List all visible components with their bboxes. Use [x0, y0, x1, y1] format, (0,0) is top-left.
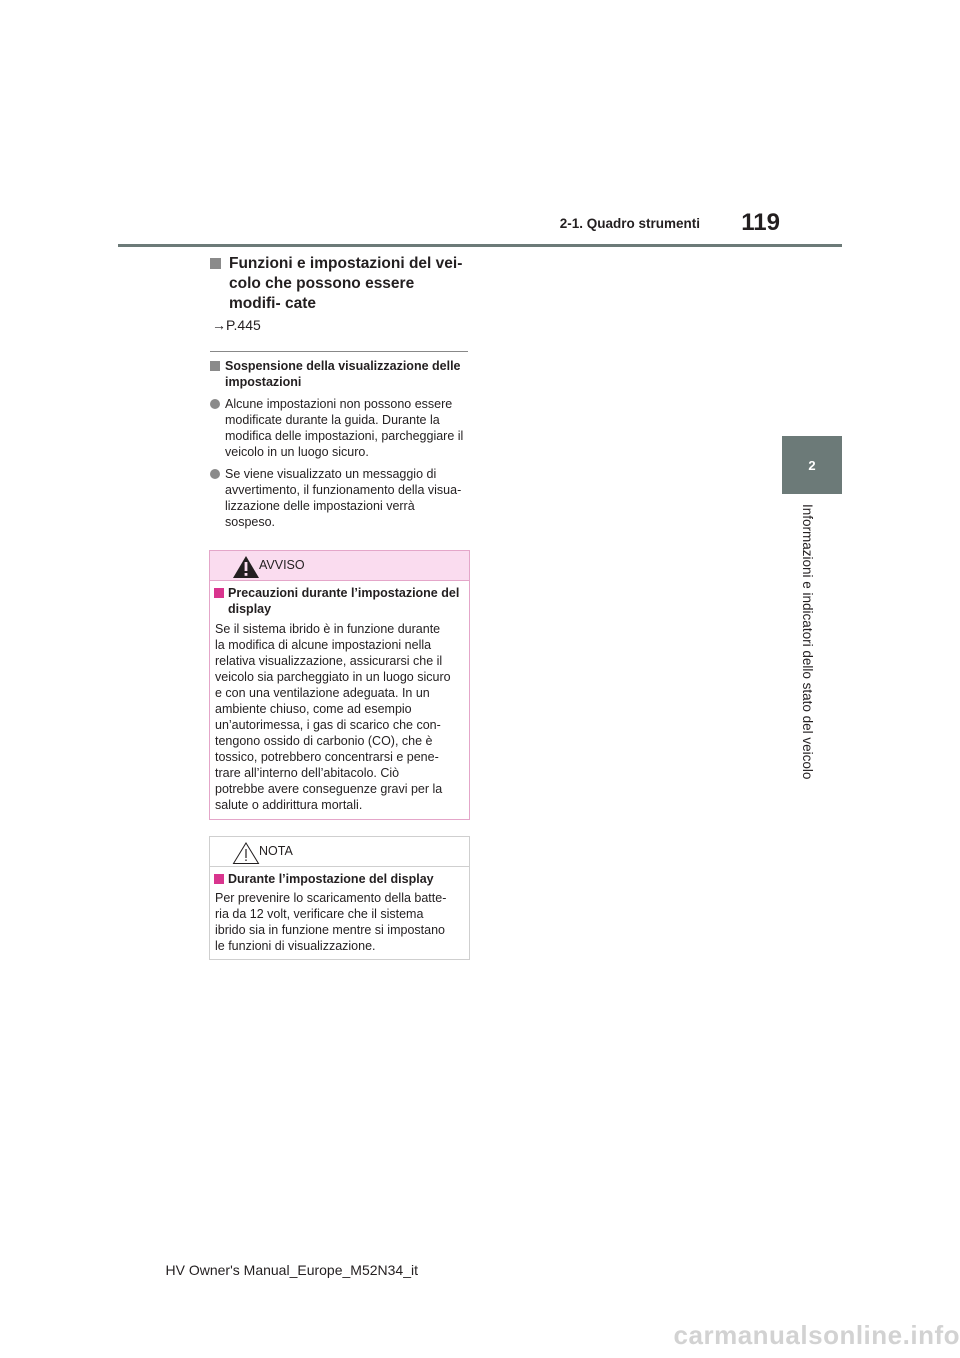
- note-body: Per prevenire lo scaricamento della batte- ria da 12 volt, verificare che il sistema ibrido sia in funzione mentre si impostano le funzioni di visualizzazione.: [215, 891, 447, 953]
- subheading-rule: [210, 351, 468, 352]
- chapter-tab: [782, 436, 842, 494]
- page-reference-link[interactable]: →P.445: [212, 317, 261, 333]
- caution-outline-triangle-icon: [232, 841, 260, 865]
- section-heading-text: Funzioni e impostazioni del vei- colo che possono essere modifi- cate: [229, 255, 463, 312]
- warning-subheading: [214, 585, 464, 617]
- watermark: carmanualsonline.info: [673, 1320, 960, 1350]
- manual-id: HV Owner's Manual_Europe_M52N34_it: [165, 1262, 418, 1278]
- warning-body: Se il sistema ibrido è in funzione durante la modifica di alcune impostazioni nella relativa visualizzazione, assicurarsi che il veicolo sia parcheggiato in un luogo sicuro e con una ventilazione adeguata. In un ambiente chiuso, come ad esempio un’autorimessa, i gas di scarico che con- tengono ossido di carbonio (CO), che è tossico, potrebbero concentrarsi e pene- trare all’interno dell’abitacolo. Ciò potrebbe avere conseguenze gravi per la salute o addirittura mortali.: [215, 622, 451, 812]
- round-bullet-icon: [210, 399, 220, 409]
- warning-subheading-text: Precauzioni durante l’impostazione del display: [228, 586, 460, 616]
- chapter-number: 2: [808, 458, 816, 473]
- section-title: 2-1. Quadro strumenti: [559, 216, 700, 231]
- warning-label: AVVISO: [259, 558, 305, 572]
- chapter-title: [800, 504, 822, 794]
- subheading: [210, 358, 470, 390]
- header-rule: [118, 244, 842, 247]
- note-subheading: [214, 871, 464, 887]
- chapter-title-text: Informazioni e indicatori dello stato del veicolo: [800, 504, 815, 780]
- warning-triangle-icon: [232, 555, 260, 579]
- list-item: [210, 396, 472, 460]
- list-item: [210, 466, 472, 530]
- note-box: [209, 836, 470, 960]
- note-subheading-text: Durante l’impostazione del display: [228, 872, 434, 886]
- subheading-text: Sospensione della visualizzazione delle impostazioni: [225, 359, 461, 389]
- square-bullet-icon: [214, 874, 224, 884]
- warning-header: [210, 551, 469, 581]
- page-number: 119: [741, 209, 780, 236]
- square-bullet-icon: [210, 258, 221, 269]
- list-item-text: Alcune impostazioni non possono essere modificate durante la guida. Durante la modifica delle impostazioni, parcheggiare il veicolo in un luogo sicuro.: [225, 397, 464, 459]
- square-bullet-icon: [214, 588, 224, 598]
- note-header: [210, 837, 469, 867]
- warning-box: [209, 550, 470, 820]
- note-label: NOTA: [259, 844, 293, 858]
- square-bullet-icon: [210, 361, 220, 371]
- round-bullet-icon: [210, 469, 220, 479]
- section-heading: [210, 254, 470, 314]
- list-item-text: Se viene visualizzato un messaggio di avvertimento, il funzionamento della visua- lizzazione delle impostazioni verrà sospeso.: [225, 467, 462, 529]
